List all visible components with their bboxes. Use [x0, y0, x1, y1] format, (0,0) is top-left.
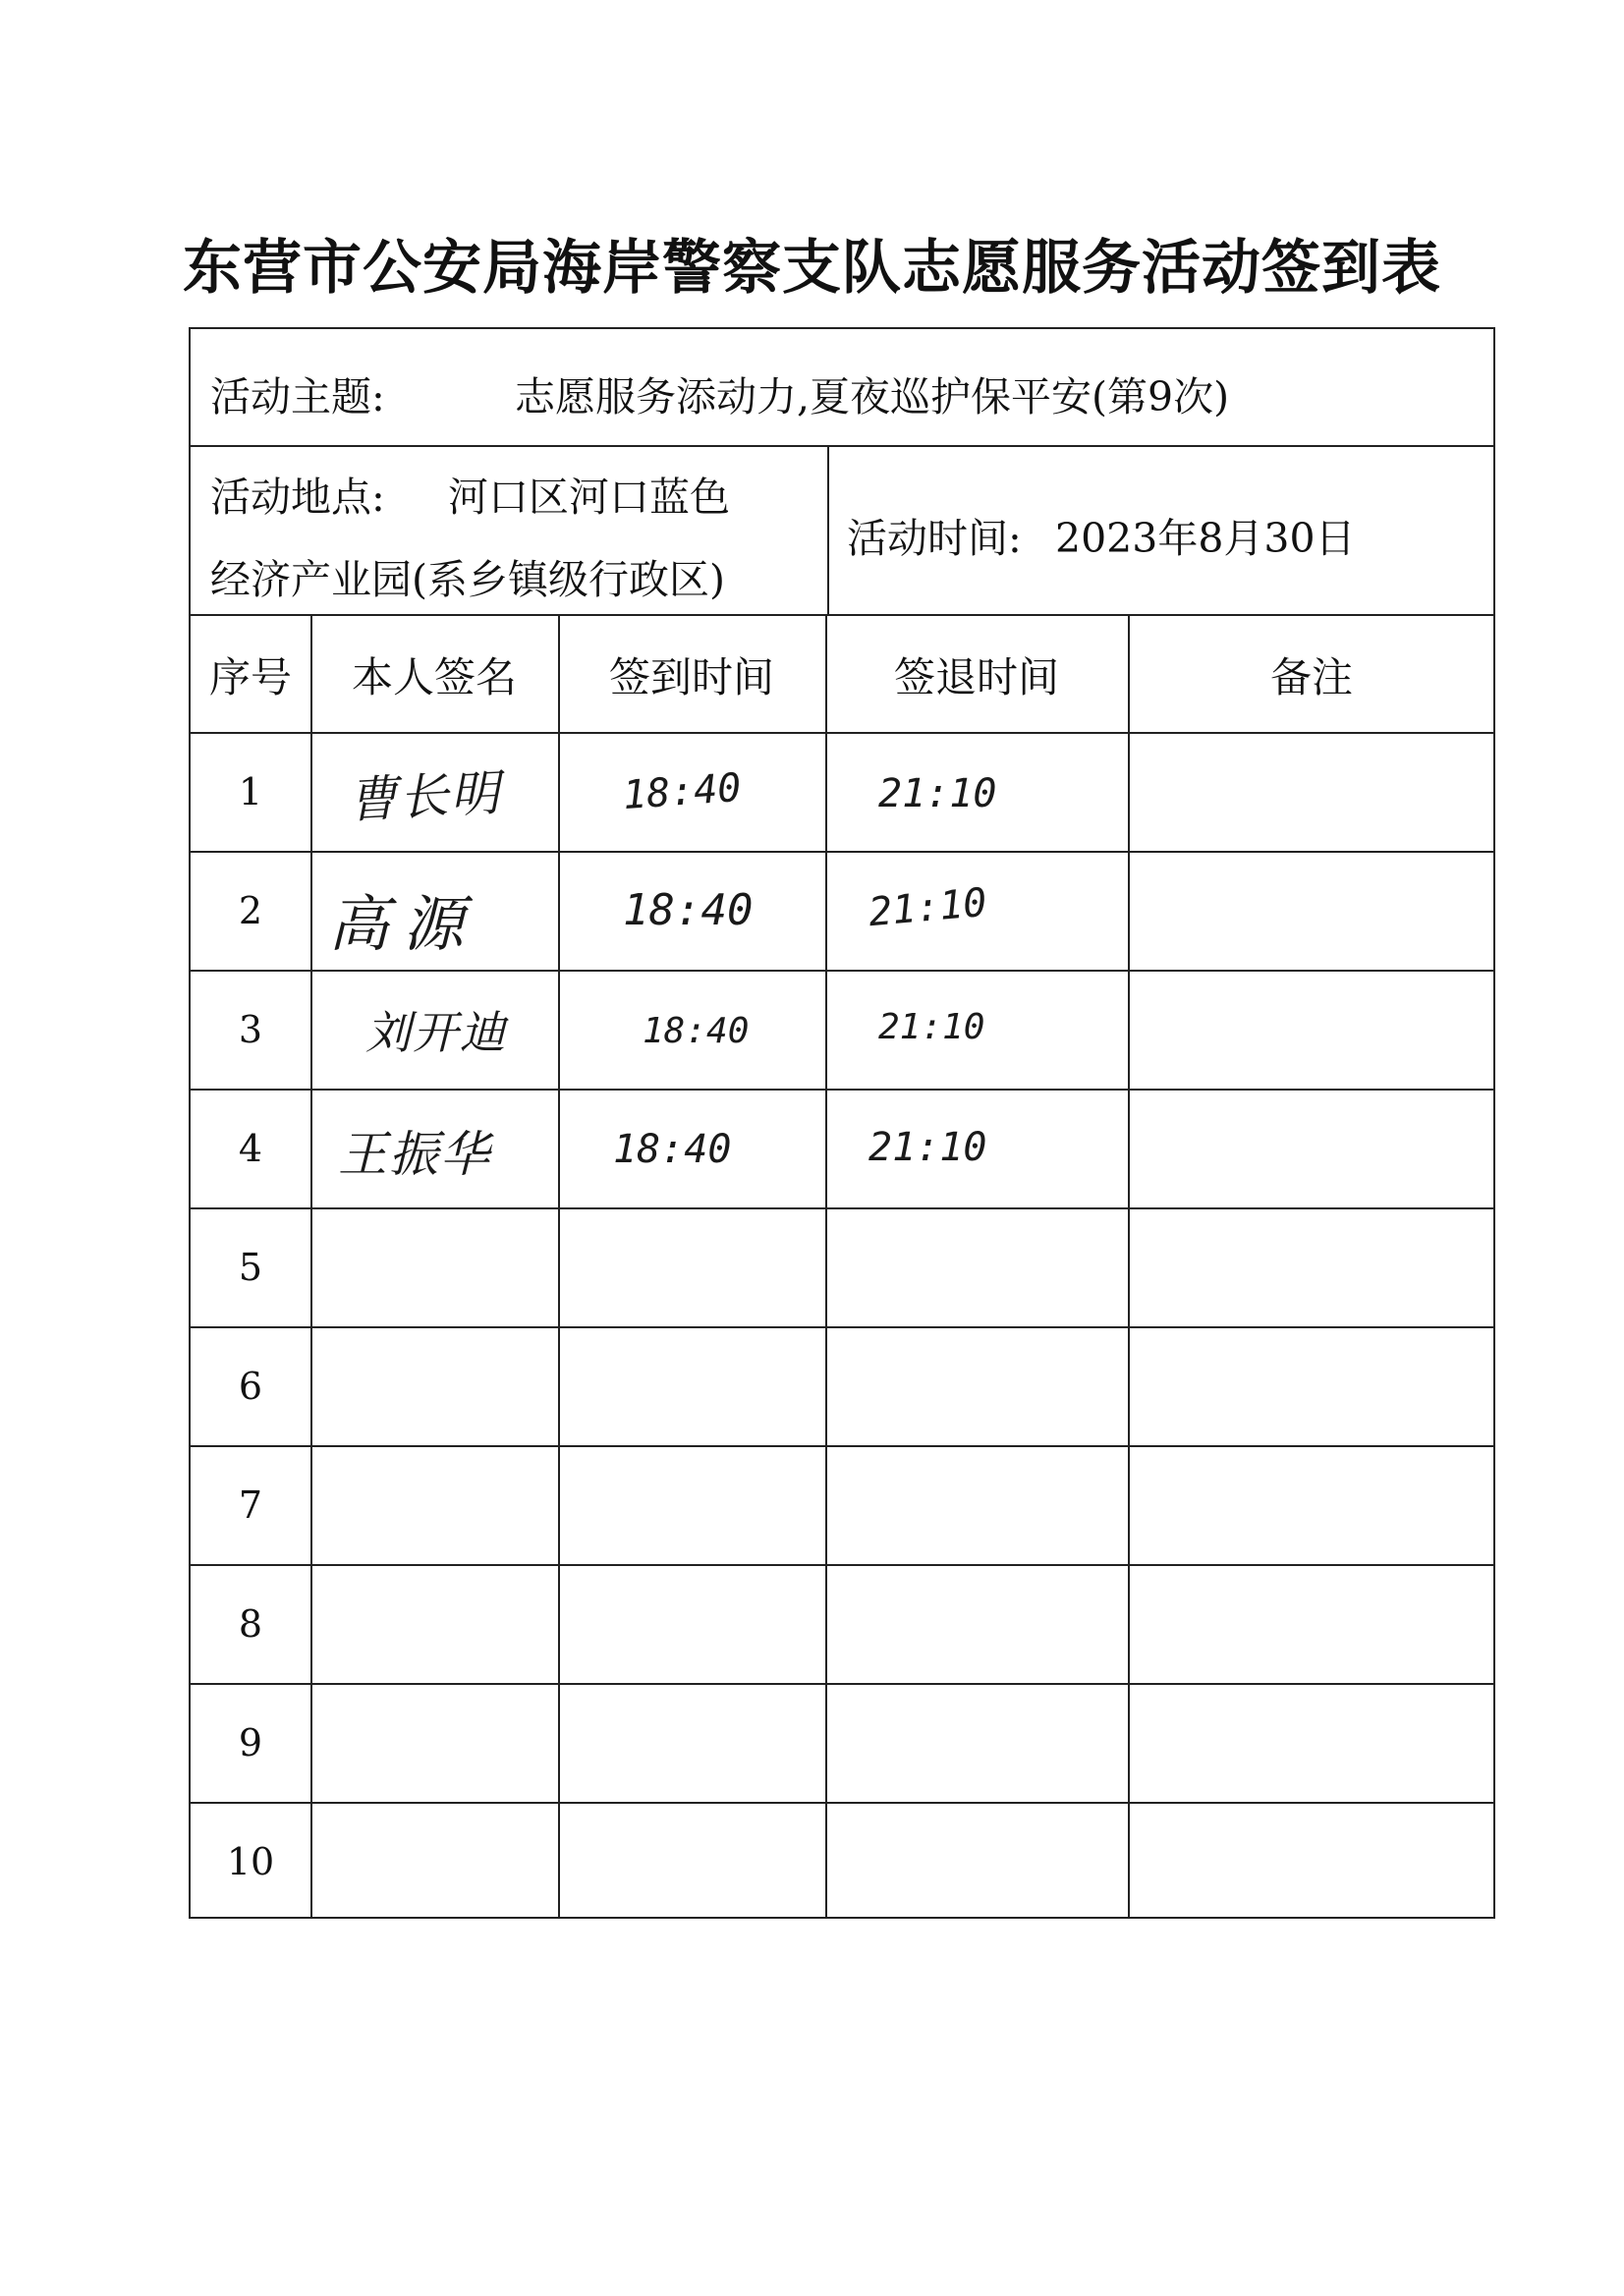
row-signout-time: 21:10: [878, 1007, 985, 1047]
divider: [191, 1207, 1493, 1209]
header-signin: 签到时间: [608, 653, 774, 701]
row-signin-time: 18:40: [621, 764, 743, 819]
divider: [191, 732, 1493, 734]
row-signout-time: 21:10: [867, 879, 989, 936]
divider: [827, 445, 829, 614]
row-index: 8: [238, 1602, 263, 1646]
row-signin-time: 18:40: [643, 1011, 750, 1051]
row-signature: 刘开迪: [365, 1006, 507, 1059]
row-index: 3: [238, 1008, 263, 1051]
divider: [191, 1445, 1493, 1447]
divider: [191, 1089, 1493, 1091]
document-title: 东营市公安局海岸警察支队志愿服务活动签到表: [183, 234, 1441, 303]
row-signout-time: 21:10: [868, 1125, 987, 1170]
divider: [191, 614, 1493, 616]
row-signature: 曹长明: [346, 763, 503, 830]
row-index: 4: [238, 1127, 263, 1170]
row-signin-time: 18:40: [613, 1127, 732, 1172]
divider: [825, 614, 827, 1919]
row-index: 2: [238, 889, 263, 932]
divider: [191, 970, 1493, 972]
divider: [191, 445, 1493, 447]
location-label: 活动地点:: [210, 474, 385, 521]
divider: [191, 1683, 1493, 1685]
row-signature: 高源: [328, 888, 478, 960]
row-index: 9: [238, 1721, 263, 1764]
header-signature: 本人签名: [351, 653, 517, 701]
row-index: 1: [238, 770, 263, 813]
location-line1: 河口区河口蓝色: [448, 474, 730, 521]
location-line2: 经济产业园(系乡镇级行政区): [210, 556, 725, 603]
row-signature: 王振华: [338, 1126, 491, 1183]
row-index: 7: [238, 1484, 263, 1527]
row-index: 6: [238, 1365, 263, 1408]
row-index: 10: [226, 1840, 275, 1883]
time-label: 活动时间:: [847, 515, 1022, 562]
divider: [191, 1802, 1493, 1804]
header-index: 序号: [208, 653, 292, 701]
row-index: 5: [238, 1246, 263, 1289]
theme-value: 志愿服务添动力,夏夜巡护保平安(第9次): [515, 373, 1230, 420]
divider: [191, 851, 1493, 853]
time-value: 2023年8月30日: [1055, 515, 1356, 562]
row-signin-time: 18:40: [623, 885, 754, 935]
header-remark: 备注: [1269, 653, 1353, 701]
divider: [558, 614, 560, 1919]
divider: [310, 614, 312, 1919]
header-signout: 签退时间: [893, 653, 1059, 701]
divider: [191, 1564, 1493, 1566]
theme-label: 活动主题:: [210, 373, 385, 420]
signin-table: [189, 327, 1495, 1919]
divider: [1128, 614, 1130, 1919]
row-signout-time: 21:10: [878, 771, 997, 816]
divider: [191, 1326, 1493, 1328]
